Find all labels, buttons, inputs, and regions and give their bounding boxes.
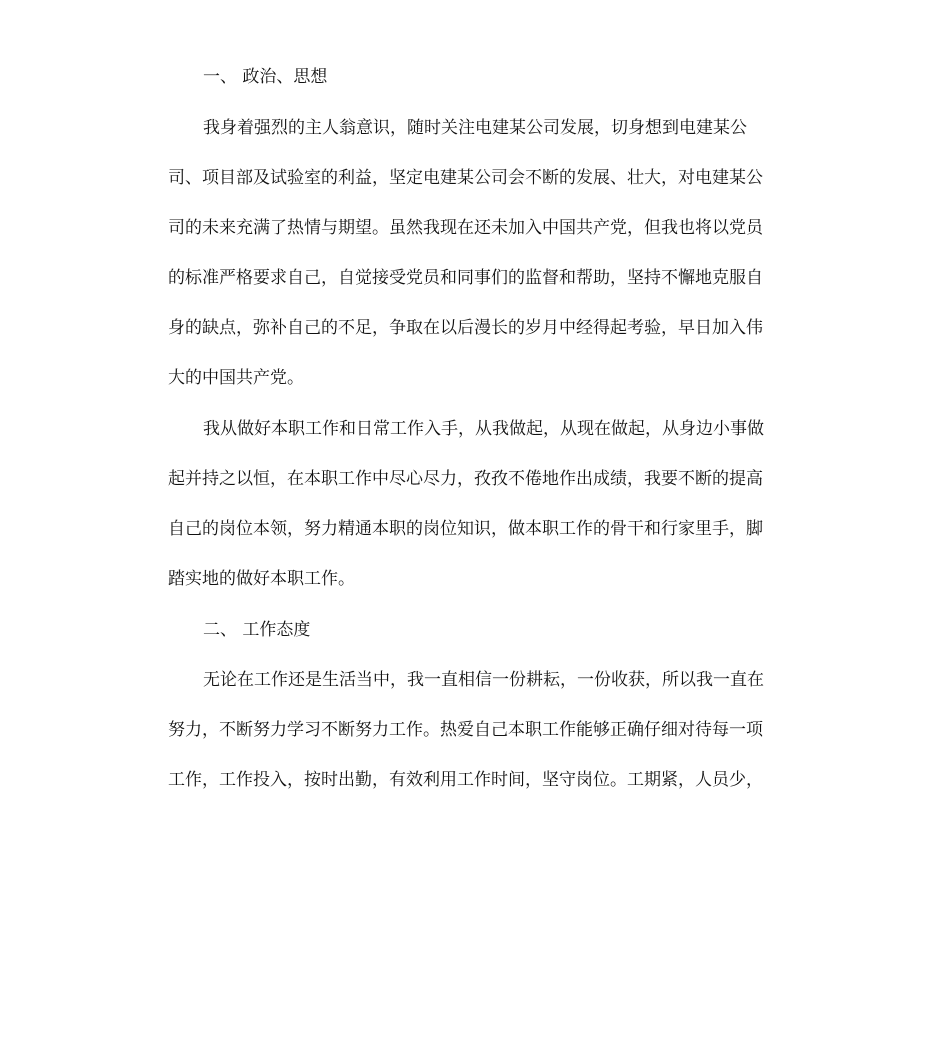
paragraph-line: 身的缺点，弥补自己的不足，争取在以后漫长的岁月中经得起考验，早日加入伟	[168, 318, 763, 338]
paragraph-line: 起并持之以恒，在本职工作中尽心尽力，孜孜不倦地作出成绩，我要不断的提高	[168, 469, 763, 489]
section-heading-politics: 一、 政治、思想	[203, 67, 328, 87]
paragraph-line: 我身着强烈的主人翁意识，随时关注电建某公司发展，切身想到电建某公	[203, 118, 747, 138]
paragraph-line: 的标准严格要求自己，自觉接受党员和同事们的监督和帮助，坚持不懈地克服自	[168, 268, 763, 288]
paragraph-line: 我从做好本职工作和日常工作入手，从我做起，从现在做起，从身边小事做	[203, 419, 764, 439]
paragraph-line: 司的未来充满了热情与期望。虽然我现在还未加入中国共产党，但我也将以党员	[168, 218, 763, 238]
paragraph-line: 司、项目部及试验室的利益，坚定电建某公司会不断的发展、壮大，对电建某公	[168, 168, 763, 188]
paragraph-line: 自己的岗位本领，努力精通本职的岗位知识，做本职工作的骨干和行家里手，脚	[168, 519, 763, 539]
section-heading-work-attitude: 二、 工作态度	[203, 620, 311, 640]
paragraph-line: 无论在工作还是生活当中，我一直相信一份耕耘，一份收获，所以我一直在	[203, 670, 764, 690]
paragraph-line: 工作，工作投入，按时出勤，有效利用工作时间，坚守岗位。工期紧，人员少，	[168, 770, 763, 790]
paragraph-line: 大的中国共产党。	[168, 368, 304, 388]
paragraph-line: 踏实地的做好本职工作。	[168, 569, 355, 589]
paragraph-line: 努力，不断努力学习不断努力工作。热爱自己本职工作能够正确仔细对待每一项	[168, 720, 763, 740]
